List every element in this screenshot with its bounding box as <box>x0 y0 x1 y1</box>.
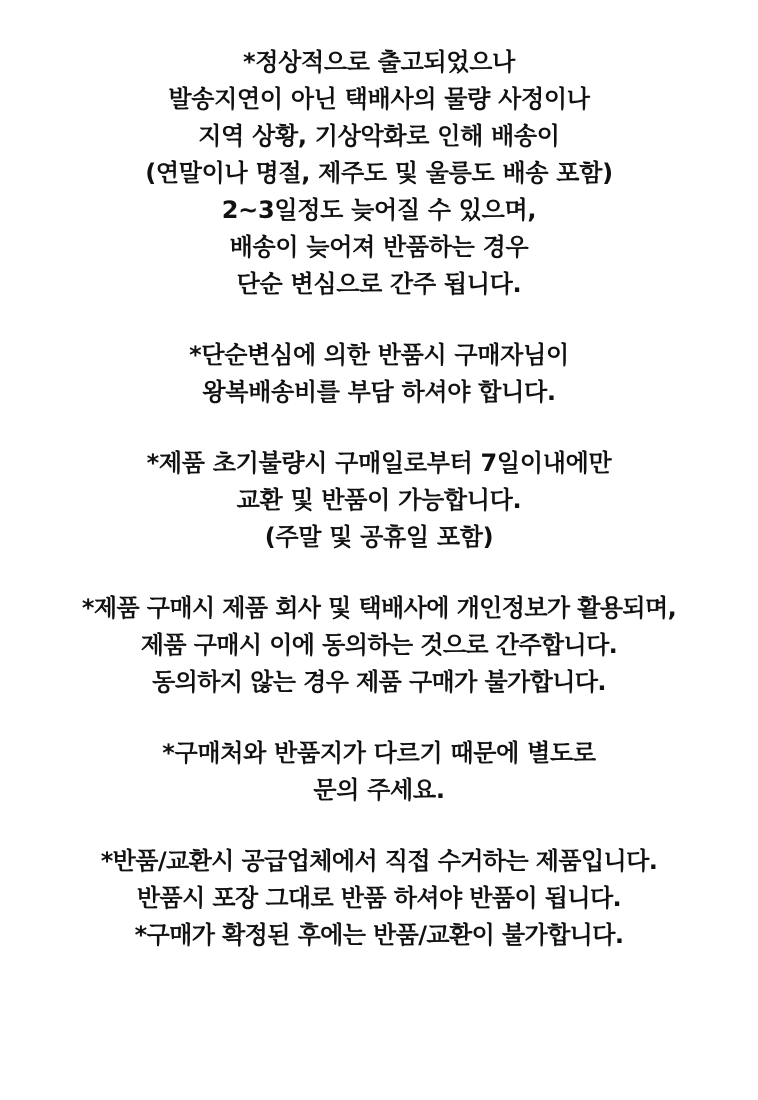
notice-line: *제품 초기불량시 구매일로부터 7일이내에만 <box>146 449 612 477</box>
separate-inquiry-notice <box>0 735 758 809</box>
shipping-delay-notice <box>0 44 758 303</box>
notice-line: *구매가 확정된 후에는 반품/교환이 불가합니다. <box>134 921 624 949</box>
notice-line: *반품/교환시 공급업체에서 직접 수거하는 제품입니다. <box>100 847 658 875</box>
notice-line: 단순 변심으로 간주 됩니다. <box>236 270 522 298</box>
notice-line: *정상적으로 출고되었으나 <box>242 48 516 76</box>
notice-line: 왕복배송비를 부담 하셔야 합니다. <box>202 378 556 406</box>
notice-line: (주말 및 공휴일 포함) <box>264 523 494 551</box>
notice-line: 동의하지 않는 경우 제품 구매가 불가합니다. <box>152 668 606 696</box>
notice-line: 교환 및 반품이 가능합니다. <box>236 486 522 514</box>
defect-exchange-notice <box>0 445 758 556</box>
notice-line: *구매처와 반품지가 다르기 때문에 별도로 <box>162 739 596 767</box>
notice-line: (연말이나 명절, 제주도 및 울릉도 배송 포함) <box>145 159 613 187</box>
notice-line: 문의 주세요. <box>313 776 445 804</box>
return-shipping-fee-notice <box>0 337 758 411</box>
notice-line: 2~3일정도 늦어질 수 있으며, <box>221 196 537 224</box>
notice-line: *단순변심에 의한 반품시 구매자님이 <box>189 341 569 369</box>
notice-line: *제품 구매시 제품 회사 및 택배사에 개인정보가 활용되며, <box>81 594 677 622</box>
return-pickup-notice <box>0 843 758 954</box>
privacy-consent-notice <box>0 590 758 701</box>
notice-line: 제품 구매시 이에 동의하는 것으로 간주합니다. <box>140 631 618 659</box>
notice-line: 배송이 늦어져 반품하는 경우 <box>229 233 529 261</box>
notice-line: 발송지연이 아닌 택배사의 물량 사정이나 <box>168 85 590 113</box>
notice-line: 반품시 포장 그대로 반품 하셔야 반품이 됩니다. <box>136 884 622 912</box>
notice-line: 지역 상황, 기상악화로 인해 배송이 <box>198 122 560 150</box>
